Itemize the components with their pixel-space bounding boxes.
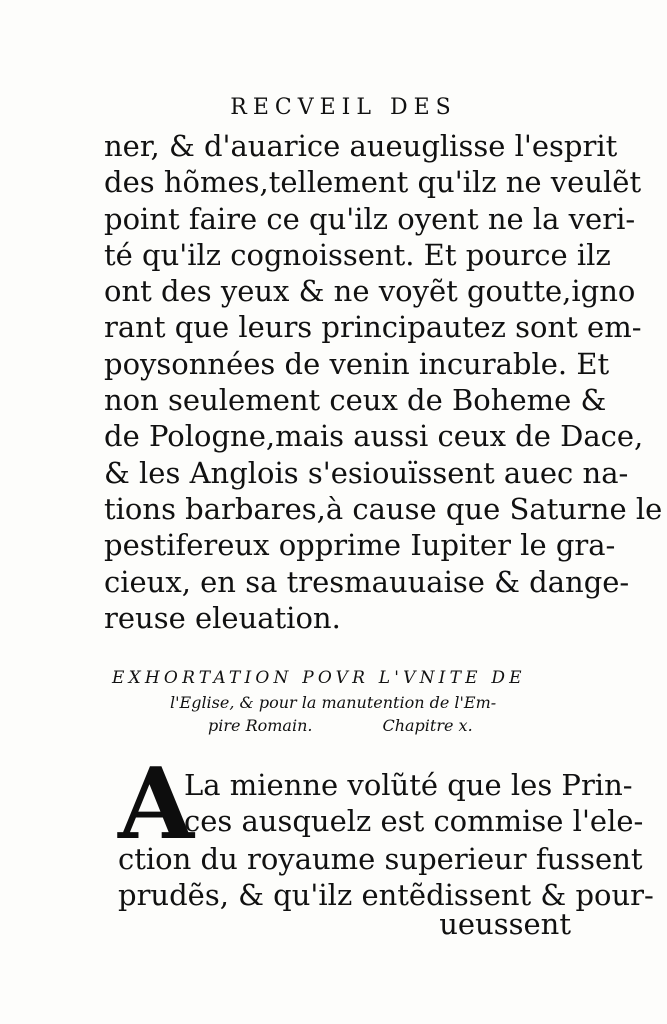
- chapter-line: ces ausquelz est commise l'ele-: [184, 804, 644, 838]
- chapter-heading: [112, 664, 572, 738]
- text-line: ont des yeux & ne voyẽt goutte,igno: [104, 274, 636, 309]
- text-line: té qu'ilz cognoissent. Et pource ilz: [104, 237, 611, 272]
- drop-cap: A: [118, 747, 195, 862]
- chapter-line: La mienne volũté que les Prin-: [184, 768, 633, 802]
- text-line: point faire ce qu'ilz oyent ne la veri-: [104, 201, 636, 236]
- catchword: ueussent: [439, 907, 571, 941]
- text-line: de Pologne,mais aussi ceux de Dace,: [104, 419, 644, 454]
- body-text: [104, 128, 663, 636]
- text-line: des hõmes,tellement qu'ilz ne veulẽt: [104, 165, 642, 200]
- text-line: reuse eleuation.: [104, 600, 341, 635]
- running-head: RECVEIL DES: [230, 95, 457, 120]
- chapter-line: ction du royaume superieur fussent: [118, 842, 643, 876]
- chapter-label: Chapitre x.: [382, 716, 473, 735]
- heading-line-3: [112, 714, 572, 738]
- text-line: poysonnées de venin incurable. Et: [104, 346, 610, 381]
- text-line: & les Anglois s'esiouïssent auec na-: [104, 455, 629, 490]
- heading-line-3-text: pire Romain.: [208, 716, 313, 735]
- text-line: ner, & d'auarice aueuglisse l'esprit: [104, 129, 618, 163]
- text-line: cieux, en sa tresmauuaise & dange-: [104, 564, 630, 599]
- heading-line-2: l'Eglise, & pour la manutention de l'Em-: [170, 693, 497, 712]
- chapter-line: prudẽs, & qu'ilz entẽdissent & pour-: [118, 878, 654, 912]
- text-line: non seulement ceux de Boheme &: [104, 383, 607, 418]
- text-line: tions barbares,à cause que Saturne le: [104, 491, 663, 526]
- text-line: pestifereux opprime Iupiter le gra-: [104, 528, 616, 563]
- heading-line-1: EXHORTATION POVR L'VNITE DE: [112, 668, 526, 688]
- text-line: rant que leurs principautez sont em-: [104, 310, 642, 345]
